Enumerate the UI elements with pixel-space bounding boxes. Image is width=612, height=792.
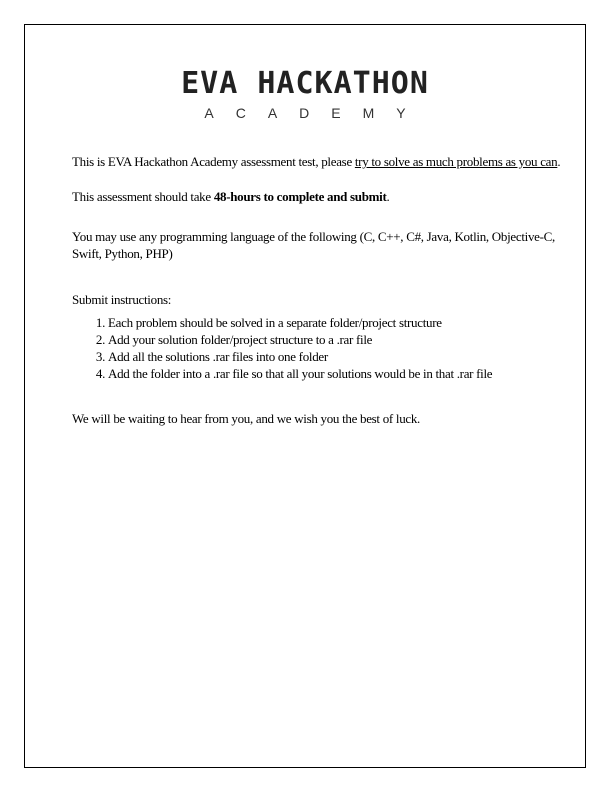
closing-paragraph: We will be waiting to hear from you, and we wish you the best of luck.: [72, 411, 421, 426]
eva-hackathon-logo: [25, 66, 585, 121]
list-item: 2. Add your solution folder/project structure to a .rar file: [108, 331, 572, 348]
duration-end: .: [386, 189, 390, 204]
list-item: 3. Add all the solutions .rar files into one folder: [108, 348, 572, 365]
intro-end: .: [557, 154, 561, 169]
languages-paragraph: You may use any programming language of the following (C, C++, C#, Java, Kotlin, Objective-C, Swift, Python, PHP): [72, 229, 555, 261]
intro-underlined-text: try to solve as much problems as you can: [354, 154, 558, 169]
list-item: 4. Add the folder into a .rar file so that all your solutions would be in that .rar file: [108, 365, 572, 382]
intro-paragraph: [72, 153, 572, 170]
logo-main-text: EVA HACKATHON: [181, 66, 429, 101]
document-page: [24, 24, 586, 768]
duration-bold-text: 48-hours to complete and submit: [213, 189, 387, 204]
list-item: 1. Each problem should be solved in a separate folder/project structure: [108, 314, 572, 331]
document-body: [72, 153, 572, 427]
duration-paragraph: [72, 188, 572, 205]
duration-text: This assessment should take: [72, 189, 214, 204]
submit-instructions-list: [72, 314, 572, 382]
intro-text: This is EVA Hackathon Academy assessment test, please: [72, 154, 355, 169]
logo-sub-text: ACADEMY: [204, 105, 428, 121]
submit-heading: Submit instructions:: [72, 292, 172, 307]
